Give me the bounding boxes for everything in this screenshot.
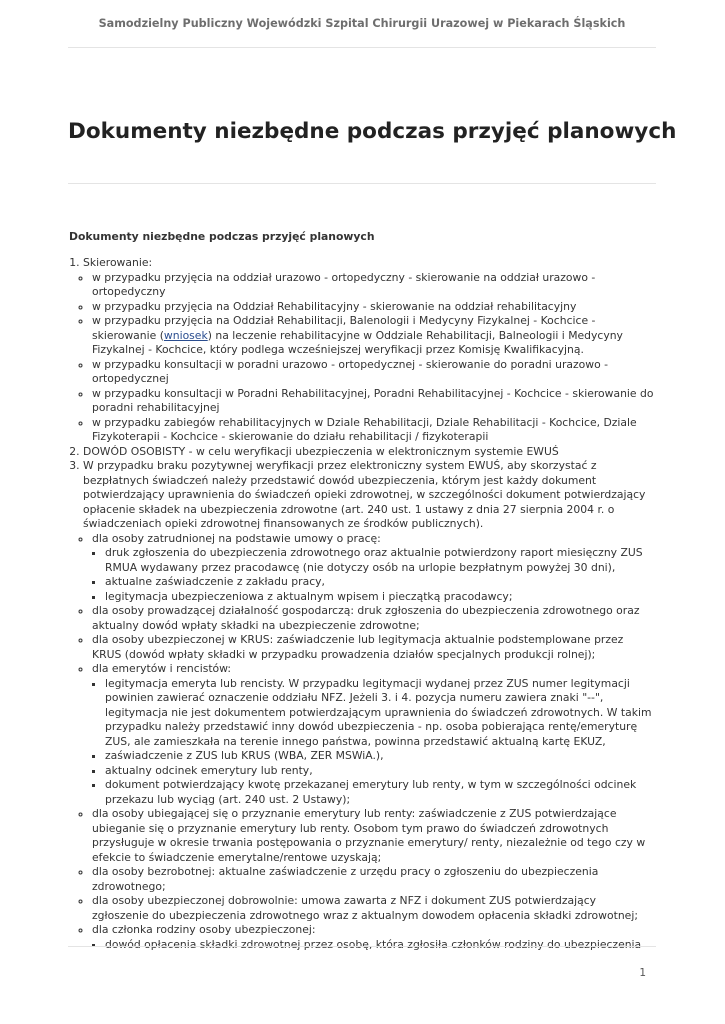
- list-item: [92, 314, 654, 358]
- list-item: ◦ dla osoby prowadzącej działalność gospodarczą: druk zgłoszenia do ubezpieczenia zdrowotnego oraz aktualny dowód wpłaty składki na ubezpieczenie zdrowotne;: [92, 604, 654, 633]
- document-content: [69, 256, 654, 952]
- page-title: Dokumenty niezbędne podczas przyjęć planowych: [68, 119, 677, 144]
- list-item: ▪ dowód opłacenia składki zdrowotnej przez osobę, która zgłosiła członków rodziny do ubezpieczenia: [105, 938, 654, 953]
- list-item: ◦ dla osoby ubezpieczonej w KRUS: zaświadczenie lub legitymacja aktualnie podstemplowane przez KRUS (dowód wpłaty składki w przypadku prowadzenia działów specjalnych produkcji rolnej);: [92, 633, 654, 662]
- list-item: ▪ druk zgłoszenia do ubezpieczenia zdrowotnego oraz aktualnie potwierdzony raport miesięczny ZUS RMUA wydawany przez pracodawcę (nie dotyczy osób na urlopie bezpłatnym powyżej 30 dni),: [105, 546, 654, 575]
- list-item-text: w przypadku przyjęcia na Oddział Rehabilitacji, Balenologii i Medycyny Fizykalnej - Kochcice - skierowanie (: [92, 314, 596, 342]
- list-item: ▪ legitymacja ubezpieczeniowa z aktualnym wpisem i pieczątką pracodawcy;: [105, 590, 654, 605]
- list-item: ◦ w przypadku przyjęcia na oddział urazowo - ortopedyczny - skierowanie na oddział urazowo - ortopedyczny: [92, 271, 654, 300]
- document-header: Samodzielny Publiczny Wojewódzki Szpital Chirurgii Urazowej w Piekarach Śląskich: [98, 17, 626, 30]
- sublist: [83, 271, 654, 445]
- sublist: [92, 938, 654, 953]
- requirements-list: [69, 256, 654, 952]
- list-item: ◦ dla osoby ubiegającej się o przyznanie emerytury lub renty: zaświadczenie z ZUS potwierdzające ubieganie się o przyznanie emerytury lub renty. Osobom tym prawo do świadczeń zdrowotnych przysługuje w okresie trwania postępowania o przyznanie emerytury/ renty, niezależnie od tego czy w efekcie to świadczenie emerytalne/rentowe uzyskają;: [92, 807, 654, 865]
- sublist: [92, 546, 654, 604]
- list-item: ▪ zaświadczenie z ZUS lub KRUS (WBA, ZER MSWiA.),: [105, 749, 654, 764]
- page-number: 1: [639, 967, 646, 979]
- list-item-text: W przypadku braku pozytywnej weryfikacji przez elektroniczny system EWUŚ, aby skorzystać z bezpłatnych świadczeń należy przedstawić dowód ubezpieczenia, którym jest każdy dokument potwierdzający uprawnienia do świadczeń opieki zdrowotnej, w szczególności dokument potwierdzający opłacenie składek na ubezpieczenia zdrowotne (art. 240 ust. 1 ustawy z dnia 27 sierpnia 2004 r. o świadczeniach opieki zdrowotnej finansowanych ze środków publicznych).: [83, 459, 646, 530]
- list-item-text: ) na leczenie rehabilitacyjne w Oddziale Rehabilitacji, Balneologii i Medycyny Fizykalnej - Kochcice, który podlega wcześniejszej weryfikacji przez Komisję Kwalifikacyjną.: [92, 328, 623, 356]
- list-item: ▪ aktualny odcinek emerytury lub renty,: [105, 764, 654, 779]
- list-item-text: dla członka rodziny osoby ubezpieczonej:: [92, 923, 316, 936]
- header-divider: [68, 47, 656, 48]
- section-heading: Dokumenty niezbędne podczas przyjęć planowych: [69, 230, 375, 243]
- sublist: [92, 677, 654, 808]
- list-item: ◦ w przypadku konsultacji w Poradni Rehabilitacyjnej, Poradni Rehabilitacyjnej - Kochcice - skierowanie do poradni rehabilitacyjnej: [92, 387, 654, 416]
- list-item: [92, 923, 654, 952]
- list-item: ◦ w przypadku przyjęcia na Oddział Rehabilitacyjny - skierowanie na oddział rehabilitacyjny: [92, 300, 654, 315]
- list-item: ◦ w przypadku konsultacji w poradni urazowo - ortopedycznej - skierowanie do poradni urazowo - ortopedycznej: [92, 358, 654, 387]
- list-item: ◦ dla osoby ubezpieczonej dobrowolnie: umowa zawarta z NFZ i dokument ZUS potwierdzający zgłoszenie do ubezpieczenia zdrowotnego wraz z aktualnym dowodem opłacenia składki zdrowotnej;: [92, 894, 654, 923]
- list-item: ◦ w przypadku zabiegów rehabilitacyjnych w Dziale Rehabilitacji, Dziale Rehabilitacji - Kochcice, Dziale Fizykoterapii - Kochcice - skierowanie do działu rehabilitacji / fizykoterapii: [92, 416, 654, 445]
- list-item: ▪ aktualne zaświadczenie z zakładu pracy,: [105, 575, 654, 590]
- list-item: [92, 662, 654, 807]
- list-item: [92, 532, 654, 605]
- title-divider: [68, 183, 656, 184]
- sublist: [83, 532, 654, 953]
- list-item: [83, 459, 654, 952]
- list-item-text: Skierowanie:: [83, 256, 153, 269]
- list-item: ▪ dokument potwierdzający kwotę przekazanej emerytury lub renty, w tym w szczególności odcinek przekazu lub wyciąg (art. 240 ust. 2 Ustawy);: [105, 778, 654, 807]
- footer-divider: [68, 946, 656, 947]
- list-item: ◦ dla osoby bezrobotnej: aktualne zaświadczenie z urzędu pracy o zgłoszeniu do ubezpieczenia zdrowotnego;: [92, 865, 654, 894]
- wniosek-link[interactable]: wniosek: [163, 328, 208, 342]
- list-item: 2. DOWÓD OSOBISTY - w celu weryfikacji ubezpieczenia w elektronicznym systemie EWUŚ: [83, 445, 654, 460]
- list-item-text: dla emerytów i rencistów:: [92, 662, 232, 675]
- list-item-text: dla osoby zatrudnionej na podstawie umowy o pracę:: [92, 531, 381, 545]
- list-item: [83, 256, 654, 445]
- list-item: ▪ legitymacja emeryta lub rencisty. W przypadku legitymacji wydanej przez ZUS numer legitymacji powinien zawierać oznaczenie oddziału NFZ. Jeżeli 3. i 4. pozycja numeru zawiera znaki "--", legitymacja nie jest dokumentem potwierdzającym uprawnienia do świadczeń zdrowotnych. W takim przypadku należy przedstawić inny dowód ubezpieczenia - np. osoba pobierająca rentę/emeryturę ZUS, ale zamieszkała na terenie innego państwa, powinna przedstawić aktualną kartę EKUZ,: [105, 677, 654, 750]
